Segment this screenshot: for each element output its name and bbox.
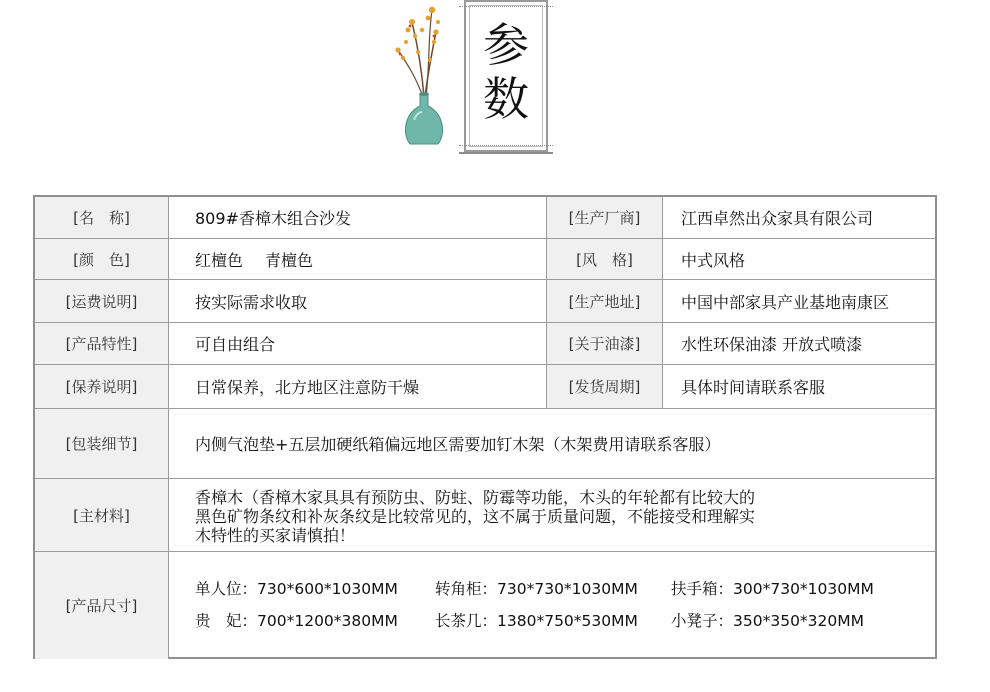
dimensions-line: [195, 604, 935, 636]
size-single-seat: 单人位：730*600*1030MM: [195, 580, 398, 598]
page-title: [466, 18, 546, 126]
plaque-trim: [459, 145, 553, 154]
value-paint: 水性环保油漆 开放式喷漆: [662, 323, 935, 364]
value-name: 809#香樟木组合沙发: [168, 197, 546, 238]
spec-table: [33, 195, 937, 659]
size-chaise: 贵 妃：700*1200*380MM: [195, 612, 398, 630]
table-row: [35, 552, 935, 659]
value-style: 中式风格: [662, 239, 935, 279]
color-option-cyan: 青檀色: [265, 250, 314, 270]
dimensions-line: [195, 572, 935, 604]
value-address: 中国中部家具产业基地南康区: [662, 280, 935, 322]
label-features: [产品特性]: [35, 323, 168, 364]
table-row: [35, 409, 935, 479]
label-manufacturer: [生产厂商]: [546, 197, 662, 238]
table-row: [35, 323, 935, 365]
value-features: 可自由组合: [168, 323, 546, 364]
size-armrest-box: 扶手箱：300*730*1030MM: [671, 580, 874, 598]
color-option-red: 红檀色: [195, 250, 244, 270]
label-color: [颜 色]: [35, 239, 168, 279]
material-line: 木特性的买家请慎拍！: [195, 526, 356, 545]
label-style: [风 格]: [546, 239, 662, 279]
value-delivery: 具体时间请联系客服: [662, 365, 935, 408]
label-paint: [关于油漆]: [546, 323, 662, 364]
label-address: [生产地址]: [546, 280, 662, 322]
table-row: [35, 365, 935, 409]
material-line: 黑色矿物条纹和补灰条纹是比较常见的，这不属于质量问题，不能接受和理解实: [195, 507, 756, 526]
label-material: [主材料]: [35, 479, 168, 551]
label-delivery: [发货周期]: [546, 365, 662, 408]
table-row: [35, 280, 935, 323]
value-dimensions: [168, 552, 935, 659]
value-manufacturer: 江西卓然出众家具有限公司: [662, 197, 935, 238]
material-line: 香樟木（香樟木家具具有预防虫、防蛀、防霉等功能，木头的年轮都有比较大的: [195, 488, 756, 507]
value-color: [168, 239, 546, 279]
size-corner-cabinet: 转角柜：730*730*1030MM: [435, 580, 638, 598]
value-material: [168, 479, 935, 551]
value-shipping: 按实际需求收取: [168, 280, 546, 322]
label-packaging: [包装细节]: [35, 409, 168, 478]
value-care: 日常保养，北方地区注意防干燥: [168, 365, 546, 408]
size-stool: 小凳子：350*350*320MM: [671, 612, 865, 630]
value-packaging: 内侧气泡垫+五层加硬纸箱偏远地区需要加钉木架（木架费用请联系客服）: [168, 409, 935, 478]
size-coffee-table: 长茶几：1380*750*530MM: [435, 612, 638, 630]
title-char-1: 参: [483, 18, 529, 72]
table-row: [35, 479, 935, 552]
label-name: [名 称]: [35, 197, 168, 238]
label-dimensions: [产品尺寸]: [35, 552, 168, 659]
vase-illustration: [388, 2, 460, 152]
table-row: [35, 239, 935, 280]
table-row: [35, 197, 935, 239]
label-shipping: [运费说明]: [35, 280, 168, 322]
title-plaque: [464, 0, 548, 152]
label-care: [保养说明]: [35, 365, 168, 408]
title-char-2: 数: [483, 72, 529, 126]
